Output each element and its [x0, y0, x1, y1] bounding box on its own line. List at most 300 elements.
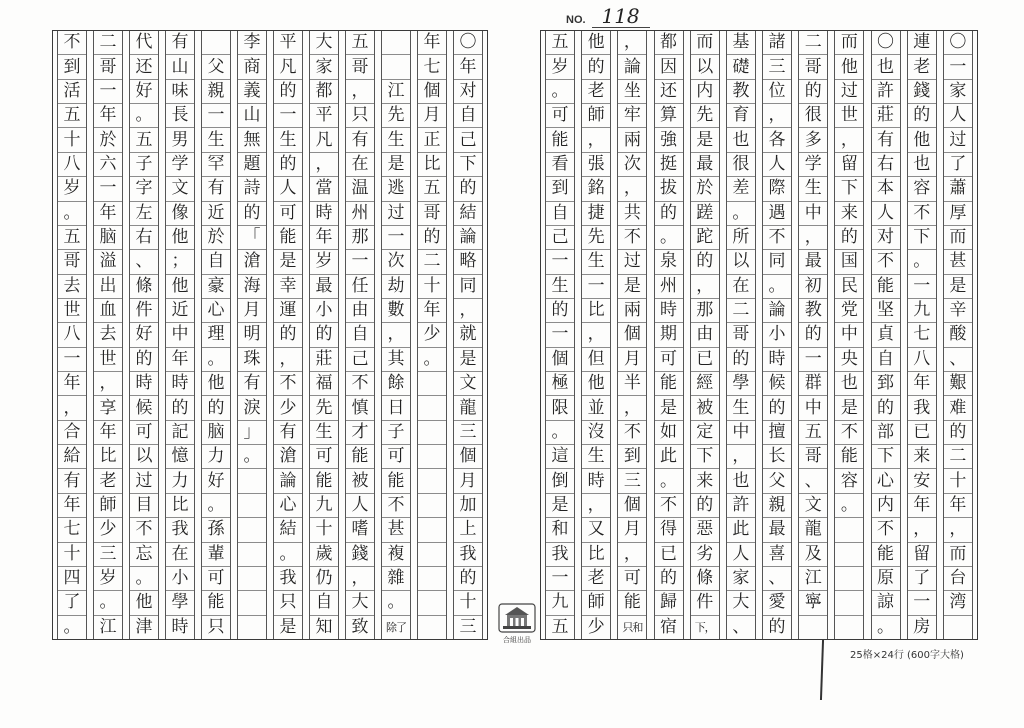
- grid-cell: 位: [763, 80, 791, 104]
- grid-cell: 三: [459, 616, 477, 637]
- grid-cell: 論: [763, 299, 791, 323]
- grid-cell: 温: [346, 177, 374, 201]
- grid-cell: 年: [94, 421, 122, 445]
- grid-cell: 能: [872, 275, 900, 299]
- grid-cell: 到: [618, 445, 646, 469]
- grid-cell: 歲: [310, 543, 338, 567]
- grid-cell: 比: [166, 494, 194, 518]
- grid-cell: 連: [908, 31, 936, 55]
- grid-cell: 子: [382, 421, 410, 445]
- grid-cell: 日: [382, 396, 410, 420]
- grid-cell: [382, 31, 410, 55]
- grid-cell: 五: [546, 31, 574, 55]
- grid-cell: 的: [238, 202, 266, 226]
- grid-cell: 候: [130, 396, 158, 420]
- grid-cell: 我: [546, 543, 574, 567]
- manuscript-column: [93, 31, 123, 639]
- grid-cell: 不: [274, 372, 302, 396]
- grid-cell: 中: [799, 202, 827, 226]
- grid-cell: 。: [94, 591, 122, 615]
- grid-cell: 。: [655, 226, 683, 250]
- grid-cell: 經: [691, 372, 719, 396]
- page-number-value: 118: [592, 5, 650, 28]
- grid-cell: 八: [58, 153, 86, 177]
- grid-cell: 也: [835, 372, 863, 396]
- grid-cell: ，: [582, 323, 610, 347]
- grid-cell: 於: [202, 226, 230, 250]
- grid-cell: 一: [94, 177, 122, 201]
- grid-cell: 津: [135, 616, 153, 637]
- grid-cell: 才: [346, 421, 374, 445]
- grid-cell: 輩: [202, 543, 230, 567]
- grid-cell: 「: [238, 226, 266, 250]
- grid-cell: 年: [166, 348, 194, 372]
- grid-cell: 時: [582, 469, 610, 493]
- grid-cell: 能: [274, 226, 302, 250]
- grid-cell: 力: [202, 445, 230, 469]
- grid-cell: 〇: [872, 31, 900, 55]
- grid-cell: 諸: [763, 31, 791, 55]
- grid-cell: [418, 372, 446, 396]
- grid-cell: 对: [872, 226, 900, 250]
- grid-cell: 。: [63, 616, 81, 637]
- grid-cell: 商: [238, 55, 266, 79]
- grid-cell: 哥: [799, 445, 827, 469]
- grid-cell: ，: [310, 153, 338, 177]
- grid-cell: 倒: [546, 469, 574, 493]
- manuscript-column: [309, 31, 339, 639]
- grid-cell: 了: [944, 153, 972, 177]
- grid-cell: 平: [274, 31, 302, 55]
- grid-cell: 有: [166, 31, 194, 55]
- grid-cell: [418, 591, 446, 615]
- grid-cell: 江: [799, 567, 827, 591]
- grid-cell: 。: [763, 275, 791, 299]
- grid-cell: 已: [908, 421, 936, 445]
- grid-cell: 是: [454, 348, 482, 372]
- manuscript-column: [237, 31, 267, 639]
- grid-cell: 學: [727, 372, 755, 396]
- grid-cell: 幸: [274, 275, 302, 299]
- grid-cell: 。: [130, 104, 158, 128]
- grid-cell: 他: [582, 31, 610, 55]
- grid-cell: 我: [908, 396, 936, 420]
- grid-cell: 有: [872, 128, 900, 152]
- grid-cell: 候: [763, 372, 791, 396]
- grid-cell: 結: [274, 518, 302, 542]
- grid-cell: 酸: [944, 323, 972, 347]
- manuscript-column: [871, 31, 901, 639]
- grid-cell: 的: [799, 80, 827, 104]
- grid-cell: 江: [99, 616, 117, 637]
- grid-cell: 学: [799, 153, 827, 177]
- grid-cell: 月: [618, 518, 646, 542]
- grid-cell: [202, 31, 230, 55]
- grid-cell: 珠: [238, 348, 266, 372]
- grid-cell: 而: [944, 543, 972, 567]
- grid-cell: 年: [418, 31, 446, 55]
- grid-cell: ，: [94, 372, 122, 396]
- grid-cell: 。: [202, 494, 230, 518]
- grid-cell: 最: [763, 518, 791, 542]
- grid-cell: 」: [238, 421, 266, 445]
- grid-cell: 一: [94, 80, 122, 104]
- grid-cell: 的: [582, 55, 610, 79]
- grid-cell: 。: [655, 469, 683, 493]
- grid-cell: 。: [835, 494, 863, 518]
- grid-cell: 哥: [94, 55, 122, 79]
- grid-cell: 湾: [944, 591, 972, 615]
- grid-cell: 而: [691, 31, 719, 55]
- grid-cell: 年: [908, 372, 936, 396]
- grid-cell: 由: [691, 323, 719, 347]
- grid-cell: 孫: [202, 518, 230, 542]
- manuscript-column: [453, 31, 483, 639]
- grid-cell: 哥: [799, 55, 827, 79]
- grid-cell: 個: [546, 348, 574, 372]
- manuscript-column: [417, 31, 447, 639]
- grid-cell: 結: [454, 202, 482, 226]
- grid-cell: 的: [727, 348, 755, 372]
- grid-cell: 礎: [727, 55, 755, 79]
- grid-cell: 師: [582, 591, 610, 615]
- grid-cell: 本: [872, 177, 900, 201]
- manuscript-column: [726, 31, 756, 639]
- grid-cell: 好: [130, 80, 158, 104]
- grid-cell: 生: [382, 128, 410, 152]
- grid-spec-label: 25格×24行 (600字大格): [850, 650, 964, 661]
- grid-cell: 諒: [872, 591, 900, 615]
- grid-cell: 不: [346, 372, 374, 396]
- grid-cell: 逃: [382, 177, 410, 201]
- grid-cell: 生: [310, 421, 338, 445]
- grid-cell: 岁: [94, 567, 122, 591]
- grid-cell: 有: [274, 421, 302, 445]
- grid-cell: 沒: [582, 421, 610, 445]
- grid-cell: 只和: [622, 620, 643, 634]
- grid-cell: 的: [130, 348, 158, 372]
- grid-cell: 二: [727, 299, 755, 323]
- grid-cell: 山: [238, 104, 266, 128]
- grid-cell: 此: [655, 445, 683, 469]
- grid-cell: 的: [691, 494, 719, 518]
- grid-cell: 右: [130, 226, 158, 250]
- grid-cell: [835, 591, 863, 615]
- grid-cell: 育: [727, 104, 755, 128]
- grid-cell: 親: [202, 80, 230, 104]
- grid-cell: [238, 543, 266, 567]
- grid-cell: 年: [94, 104, 122, 128]
- grid-cell: 的: [872, 396, 900, 420]
- grid-cell: 血: [94, 299, 122, 323]
- grid-cell: 劣: [691, 543, 719, 567]
- grid-cell: [238, 616, 266, 639]
- grid-cell: 挺: [655, 153, 683, 177]
- grid-cell: 由: [346, 299, 374, 323]
- grid-cell: 十: [58, 128, 86, 152]
- grid-cell: 可: [655, 348, 683, 372]
- grid-cell: ，: [799, 226, 827, 250]
- right-manuscript-page: [540, 30, 978, 640]
- grid-cell: [835, 567, 863, 591]
- grid-cell: ，: [454, 299, 482, 323]
- grid-cell: 而: [835, 31, 863, 55]
- grid-cell: 忘: [130, 543, 158, 567]
- grid-cell: 他: [202, 372, 230, 396]
- grid-cell: 憶: [166, 445, 194, 469]
- grid-cell: [238, 567, 266, 591]
- grid-cell: 能: [310, 469, 338, 493]
- grid-cell: 能: [655, 372, 683, 396]
- manuscript-column: [834, 31, 864, 639]
- grid-cell: 大: [310, 31, 338, 55]
- grid-cell: 三: [618, 469, 646, 493]
- grid-cell: 父: [202, 55, 230, 79]
- grid-cell: 能: [382, 469, 410, 493]
- grid-cell: 牢: [618, 104, 646, 128]
- grid-cell: ，: [727, 445, 755, 469]
- grid-cell: 像: [166, 202, 194, 226]
- grid-cell: 内: [691, 80, 719, 104]
- grid-cell: 安: [908, 469, 936, 493]
- grid-cell: 过: [944, 128, 972, 152]
- page-number-label: NO.: [566, 14, 586, 26]
- grid-cell: 人: [944, 104, 972, 128]
- grid-cell: 淚: [238, 396, 266, 420]
- grid-cell: 少: [418, 323, 446, 347]
- grid-cell: 而: [944, 226, 972, 250]
- grid-cell: 的: [310, 323, 338, 347]
- manuscript-column: [201, 31, 231, 639]
- grid-cell: 先: [691, 104, 719, 128]
- grid-cell: 世: [94, 348, 122, 372]
- grid-cell: 的: [166, 396, 194, 420]
- grid-cell: 小: [166, 567, 194, 591]
- grid-cell: 中: [799, 396, 827, 420]
- grid-cell: 群: [799, 372, 827, 396]
- grid-cell: 味: [166, 80, 194, 104]
- grid-cell: [238, 591, 266, 615]
- grid-cell: 那: [691, 299, 719, 323]
- grid-cell: 個: [418, 80, 446, 104]
- grid-cell: 海: [238, 275, 266, 299]
- grid-cell: 件: [130, 299, 158, 323]
- grid-cell: 去: [58, 275, 86, 299]
- grid-cell: 大: [346, 591, 374, 615]
- grid-cell: 年: [908, 494, 936, 518]
- grid-cell: 能: [546, 128, 574, 152]
- grid-cell: 一: [546, 250, 574, 274]
- grid-cell: 心: [202, 299, 230, 323]
- grid-cell: [418, 567, 446, 591]
- grid-cell: 不: [908, 202, 936, 226]
- manuscript-column: [907, 31, 937, 639]
- manuscript-column: [798, 31, 828, 639]
- grid-cell: ，: [346, 80, 374, 104]
- grid-cell: 錢: [908, 80, 936, 104]
- grid-cell: 民: [835, 275, 863, 299]
- grid-cell: 以: [691, 55, 719, 79]
- grid-cell: ，: [582, 494, 610, 518]
- grid-cell: 劫: [382, 275, 410, 299]
- grid-cell: 都: [310, 80, 338, 104]
- grid-cell: 下: [835, 177, 863, 201]
- grid-cell: 十: [944, 469, 972, 493]
- grid-cell: 长: [763, 445, 791, 469]
- grid-cell: 己: [454, 128, 482, 152]
- grid-cell: 期: [655, 323, 683, 347]
- grid-cell: 、: [732, 616, 750, 637]
- grid-cell: 一: [546, 567, 574, 591]
- grid-cell: 是: [655, 396, 683, 420]
- grid-cell: [799, 616, 827, 639]
- grid-cell: 半: [618, 372, 646, 396]
- grid-cell: 無: [238, 128, 266, 152]
- building-icon: [498, 603, 536, 633]
- grid-cell: 十: [310, 518, 338, 542]
- grid-cell: 、: [944, 348, 972, 372]
- grid-cell: 溢: [94, 250, 122, 274]
- grid-cell: 時: [130, 372, 158, 396]
- grid-cell: 極: [546, 372, 574, 396]
- grid-cell: ，: [346, 567, 374, 591]
- grid-cell: 如: [655, 421, 683, 445]
- grid-cell: 是: [382, 153, 410, 177]
- grid-cell: 不: [130, 518, 158, 542]
- grid-cell: 可: [310, 445, 338, 469]
- grid-cell: 少: [94, 518, 122, 542]
- grid-cell: 複: [382, 543, 410, 567]
- publisher-label: 合組出品: [503, 636, 531, 644]
- grid-cell: 貞: [872, 323, 900, 347]
- grid-cell: 的: [202, 396, 230, 420]
- grid-cell: 和: [546, 518, 574, 542]
- grid-cell: 甚: [944, 250, 972, 274]
- grid-cell: 時: [166, 372, 194, 396]
- grid-cell: 泉: [655, 250, 683, 274]
- grid-cell: 莊: [872, 104, 900, 128]
- grid-cell: 有: [202, 177, 230, 201]
- grid-cell: 略: [454, 250, 482, 274]
- grid-cell: 。: [274, 543, 302, 567]
- grid-cell: 次: [618, 153, 646, 177]
- grid-cell: 下: [872, 445, 900, 469]
- grid-cell: 銘: [582, 177, 610, 201]
- grid-cell: 基: [727, 31, 755, 55]
- grid-cell: 罕: [202, 153, 230, 177]
- grid-cell: 也: [872, 55, 900, 79]
- grid-cell: 除了: [386, 620, 406, 634]
- grid-cell: 凡: [310, 128, 338, 152]
- grid-cell: 的: [691, 250, 719, 274]
- grid-cell: 同: [454, 275, 482, 299]
- grid-cell: 個: [454, 445, 482, 469]
- grid-cell: 左: [130, 202, 158, 226]
- grid-cell: 那: [346, 226, 374, 250]
- grid-cell: 生: [546, 275, 574, 299]
- grid-cell: 哥: [58, 250, 86, 274]
- grid-cell: 年: [944, 494, 972, 518]
- grid-cell: 家: [944, 80, 972, 104]
- grid-cell: 是: [279, 616, 297, 637]
- grid-cell: 生: [582, 250, 610, 274]
- grid-cell: 龍: [454, 396, 482, 420]
- grid-cell: 能: [618, 591, 646, 615]
- grid-cell: 七: [58, 518, 86, 542]
- grid-cell: 合: [58, 421, 86, 445]
- grid-cell: 知: [315, 616, 333, 637]
- grid-cell: 家: [727, 567, 755, 591]
- grid-cell: 兩: [618, 299, 646, 323]
- grid-cell: 任: [346, 275, 374, 299]
- grid-cell: 因: [655, 55, 683, 79]
- grid-cell: 是: [546, 494, 574, 518]
- grid-cell: 也: [908, 153, 936, 177]
- grid-cell: 的: [655, 202, 683, 226]
- grid-cell: 五: [58, 104, 86, 128]
- grid-cell: 自: [310, 591, 338, 615]
- grid-cell: 但: [582, 348, 610, 372]
- grid-cell: 師: [582, 104, 610, 128]
- grid-cell: 能: [202, 591, 230, 615]
- grid-cell: [418, 421, 446, 445]
- grid-cell: 論: [274, 469, 302, 493]
- grid-cell: 有: [238, 372, 266, 396]
- grid-cell: 這: [546, 445, 574, 469]
- grid-cell: 五: [418, 177, 446, 201]
- grid-cell: 生: [274, 128, 302, 152]
- grid-cell: 五: [551, 616, 569, 637]
- grid-cell: 平: [310, 104, 338, 128]
- grid-cell: 一: [382, 226, 410, 250]
- grid-cell: 心: [274, 494, 302, 518]
- grid-cell: 被: [691, 396, 719, 420]
- grid-cell: 年: [454, 55, 482, 79]
- grid-cell: 。: [238, 445, 266, 469]
- grid-cell: 厚: [944, 202, 972, 226]
- grid-cell: 給: [58, 445, 86, 469]
- grid-cell: ，: [618, 31, 646, 55]
- grid-cell: 同: [763, 250, 791, 274]
- grid-cell: 。: [727, 202, 755, 226]
- grid-cell: 少: [587, 616, 605, 637]
- manuscript-column: [381, 31, 411, 639]
- grid-cell: 一: [908, 275, 936, 299]
- grid-cell: 二: [94, 31, 122, 55]
- grid-cell: 很: [727, 153, 755, 177]
- grid-cell: 拔: [655, 177, 683, 201]
- grid-cell: 、: [799, 469, 827, 493]
- grid-cell: 文: [454, 372, 482, 396]
- grid-cell: 下: [908, 226, 936, 250]
- grid-cell: 一: [58, 348, 86, 372]
- grid-cell: 、: [763, 567, 791, 591]
- grid-cell: 己: [346, 348, 374, 372]
- grid-cell: 錢: [346, 543, 374, 567]
- grid-cell: 。: [908, 250, 936, 274]
- grid-cell: 在: [166, 543, 194, 567]
- grid-cell: 可: [546, 104, 574, 128]
- grid-cell: 岁: [58, 177, 86, 201]
- grid-cell: 坚: [872, 299, 900, 323]
- grid-cell: 義: [238, 80, 266, 104]
- grid-cell: 代: [130, 31, 158, 55]
- grid-cell: 过: [835, 80, 863, 104]
- grid-cell: 比: [582, 543, 610, 567]
- grid-cell: 还: [655, 80, 683, 104]
- grid-cell: 〇: [944, 31, 972, 55]
- grid-cell: 年: [310, 226, 338, 250]
